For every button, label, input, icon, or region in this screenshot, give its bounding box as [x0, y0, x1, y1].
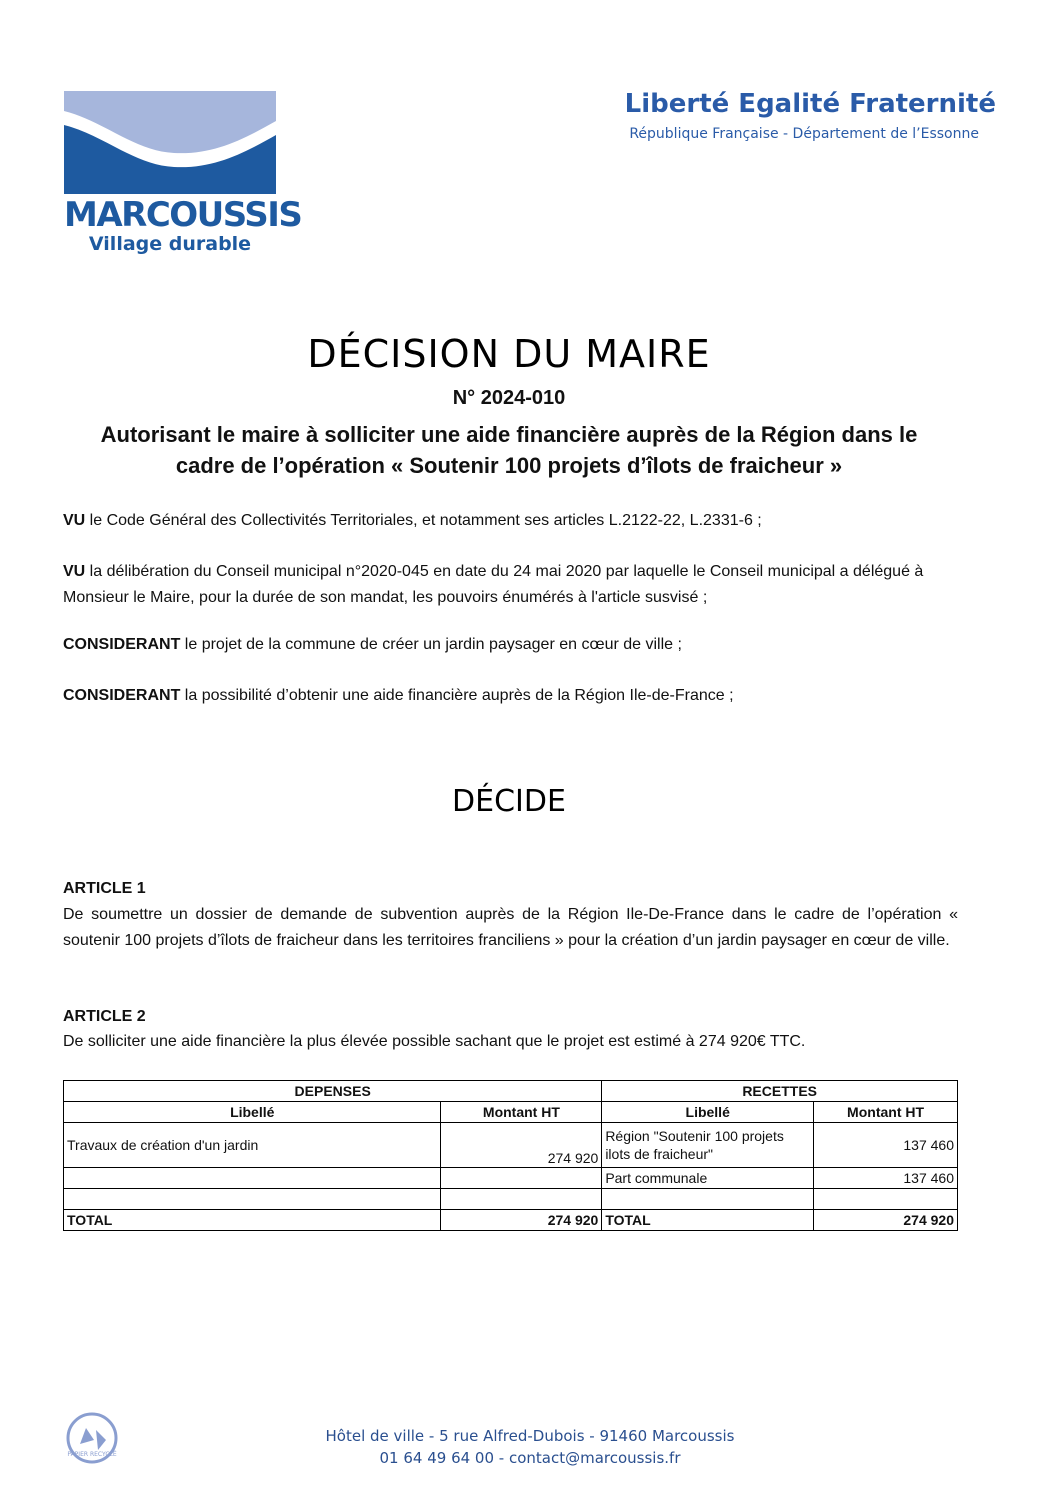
- recettes-header: RECETTES: [602, 1081, 958, 1102]
- col-libelle: Libellé: [64, 1102, 441, 1123]
- rec-label: [602, 1189, 814, 1210]
- total-recettes: 274 920: [814, 1210, 958, 1231]
- recital-2: [63, 559, 958, 611]
- rec-label: Part communale: [602, 1168, 814, 1189]
- document-title: DÉCISION DU MAIRE: [307, 332, 711, 376]
- table-row: [64, 1123, 958, 1168]
- logo-tagline: Village durable: [88, 233, 252, 255]
- dep-label: [64, 1168, 441, 1189]
- dep-amount: [441, 1189, 602, 1210]
- recital-lead: CONSIDERANT: [63, 687, 181, 704]
- dep-label: Travaux de création d'un jardin: [64, 1123, 441, 1168]
- total-label: TOTAL: [602, 1210, 814, 1231]
- table-row: [64, 1189, 958, 1210]
- recital-lead: CONSIDERANT: [63, 636, 181, 653]
- recital-1: [63, 508, 958, 534]
- recital-3: [63, 632, 958, 658]
- article-2-text: De solliciter une aide financière la plus élevée possible sachant que le projet est estimé à 274 920€ TTC.: [63, 1033, 806, 1050]
- budget-table: [63, 1080, 958, 1231]
- recital-text: le projet de la commune de créer un jardin paysager en cœur de ville ;: [180, 636, 682, 653]
- rec-amount: 137 460: [814, 1168, 958, 1189]
- republic-motto: Liberté Egalité Fraternité: [624, 89, 996, 119]
- dep-amount: [441, 1168, 602, 1189]
- decide-heading: DÉCIDE: [452, 784, 566, 819]
- recycle-text: PAPIER RECYCLÉ: [67, 1451, 117, 1458]
- col-libelle: Libellé: [602, 1102, 814, 1123]
- recital-text: la délibération du Conseil municipal n°2020-045 en date du 24 mai 2020 par laquelle le Conseil municipal a délégué à Monsieur le Maire, pour la durée de son mandat, les pouvoirs énumérés à l'article susvisé ;: [63, 563, 924, 606]
- depenses-header: DEPENSES: [64, 1081, 602, 1102]
- col-montant: Montant HT: [814, 1102, 958, 1123]
- table-row: [64, 1168, 958, 1189]
- logo-name: MARCOUSSIS: [64, 195, 302, 235]
- footer-address: Hôtel de ville - 5 rue Alfred-Dubois - 91460 Marcoussis: [325, 1427, 735, 1445]
- rec-amount: 137 460: [814, 1123, 958, 1168]
- total-label: TOTAL: [64, 1210, 441, 1231]
- table-header-row: [64, 1081, 958, 1102]
- col-montant: Montant HT: [441, 1102, 602, 1123]
- article-2-heading: ARTICLE 2: [63, 1008, 146, 1025]
- footer-contact: 01 64 49 64 00 - contact@marcoussis.fr: [379, 1449, 681, 1467]
- subject-line-2: cadre de l’opération « Soutenir 100 projets d’îlots de fraicheur »: [175, 453, 843, 478]
- rec-label: Région "Soutenir 100 projets ilots de fraicheur": [602, 1123, 814, 1168]
- subject-line-1: Autorisant le maire à solliciter une aide financière auprès de la Région dans le: [100, 422, 918, 447]
- marcoussis-logo: [64, 91, 302, 261]
- decision-number: N° 2024-010: [452, 387, 566, 409]
- republic-subtitle: République Française - Département de l’Essonne: [629, 126, 979, 142]
- total-depenses: 274 920: [441, 1210, 602, 1231]
- recital-text: le Code Général des Collectivités Territoriales, et notamment ses articles L.2122-22, L.2331-6 ;: [85, 512, 762, 529]
- table-column-row: [64, 1102, 958, 1123]
- dep-amount: 274 920: [441, 1123, 602, 1168]
- article-1-heading: ARTICLE 1: [63, 880, 146, 897]
- recital-lead: VU: [63, 512, 86, 529]
- dep-label: [64, 1189, 441, 1210]
- article-1-text: De soumettre un dossier de demande de subvention auprès de la Région Ile-De-France dans le cadre de l’opération « soutenir 100 projets d’îlots de fraicheur dans les territoires franciliens » pour la création d’un jardin paysager en cœur de ville.: [63, 906, 958, 949]
- rec-amount: [814, 1189, 958, 1210]
- wave-logo-icon: [64, 91, 276, 194]
- table-total-row: [64, 1210, 958, 1231]
- recital-text: la possibilité d’obtenir une aide financière auprès de la Région Ile-de-France ;: [180, 687, 734, 704]
- recycled-paper-icon: [64, 1410, 120, 1466]
- decision-subject: [60, 419, 958, 481]
- recital-4: [63, 683, 958, 709]
- recital-lead: VU: [63, 563, 86, 580]
